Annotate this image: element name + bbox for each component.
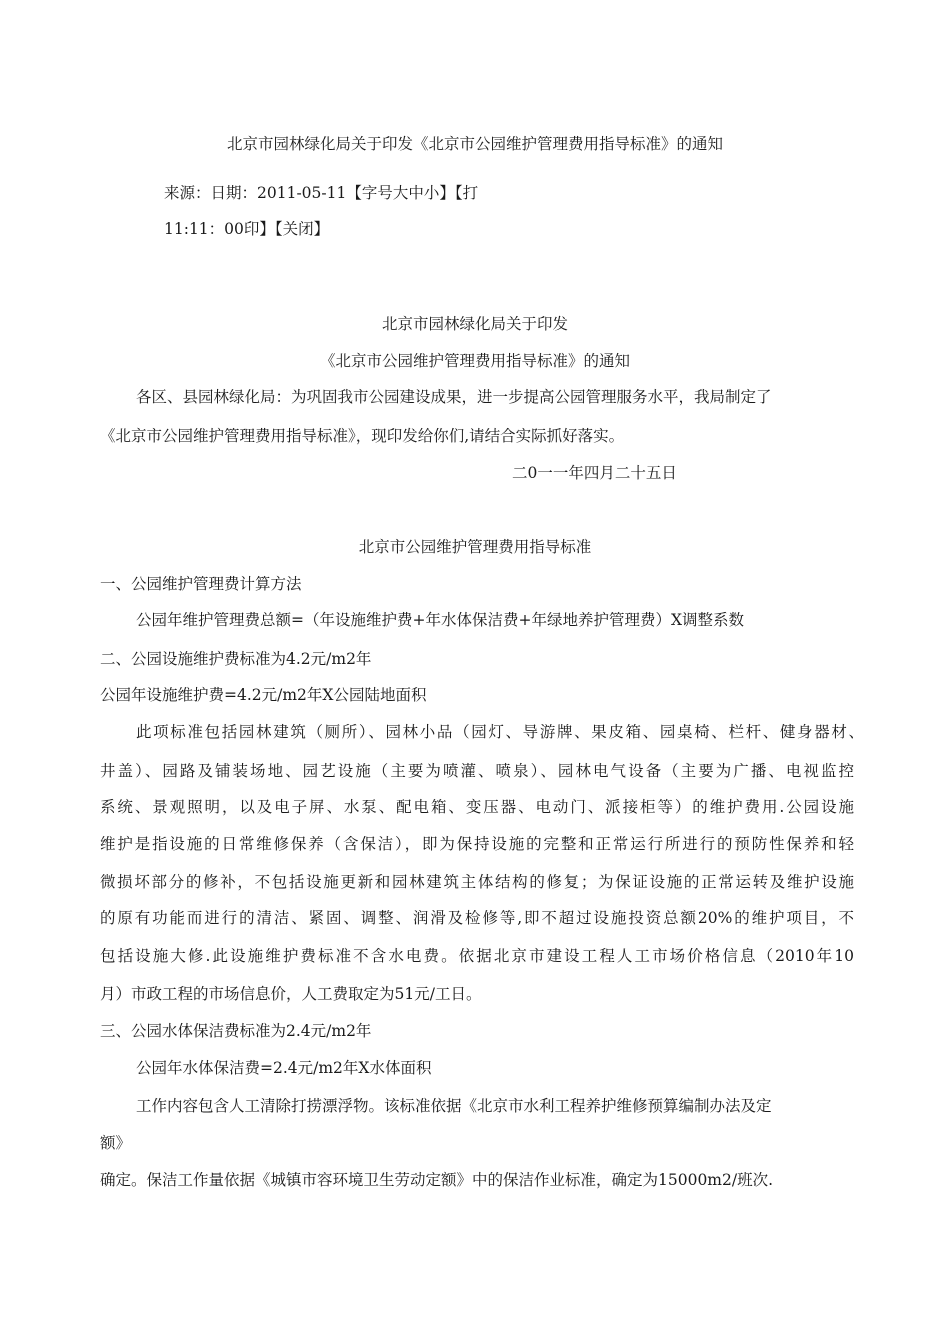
standard-title: 北京市公园维护管理费用指导标准 bbox=[358, 538, 592, 556]
meta-line-print-close: 11:11：00印】【关闭】 bbox=[164, 220, 330, 238]
notice-title-line1: 北京市园林绿化局关于印发 bbox=[381, 315, 568, 333]
section3-para-line: 确定。保洁工作量依据《城镇市容环境卫生劳动定额》中的保洁作业标准，确定为15000m2/班次. bbox=[100, 1171, 774, 1189]
section2-para-line: 包括设施大修.此设施维护费标准不含水电费。依据北京市建设工程人工市场价格信息（2010年10 bbox=[100, 947, 854, 965]
section3-heading: 三、公园水体保洁费标准为2.4元/m2年 bbox=[100, 1022, 372, 1040]
notice-body-line2: 《北京市公园维护管理费用指导标准》，现印发给你们,请结合实际抓好落实。 bbox=[100, 427, 625, 445]
meta-line-source-date: 来源：日期：2011-05-11【字号大中小】【打 bbox=[164, 184, 479, 202]
section1-formula: 公园年维护管理费总额=（年设施维护费+年水体保洁费+年绿地养护管理费）X调整系数 bbox=[136, 611, 744, 629]
section2-para-line: 系统、景观照明，以及电子屏、水泵、配电箱、变压器、电动门、派接柜等）的维护费用.公园设施 bbox=[100, 798, 854, 816]
page-title: 北京市园林绿化局关于印发《北京市公园维护管理费用指导标准》的通知 bbox=[226, 135, 723, 153]
section2-para-line: 维护是指设施的日常维修保养（含保洁），即为保持设施的完整和正常运行所进行的预防性保养和轻 bbox=[100, 835, 854, 853]
section3-para-line: 额》 bbox=[100, 1134, 132, 1152]
notice-date: 二0一一年四月二十五日 bbox=[512, 464, 677, 482]
section2-heading: 二、公园设施维护费标准为4.2元/m2年 bbox=[100, 650, 372, 668]
section2-para-line: 此项标准包括园林建筑（厕所）、园林小品（园灯、导游牌、果皮箱、园桌椅、栏杆、健身器材、 bbox=[136, 723, 864, 741]
section2-para-line: 微损坏部分的修补，不包括设施更新和园林建筑主体结构的修复；为保证设施的正常运转及维护设施 bbox=[100, 873, 854, 891]
section2-para-line: 井盖）、园路及铺装场地、园艺设施（主要为喷灌、喷泉）、园林电气设备（主要为广播、电视监控 bbox=[100, 762, 854, 780]
section2-formula: 公园年设施维护费=4.2元/m2年X公园陆地面积 bbox=[100, 686, 427, 704]
section1-heading: 一、公园维护管理费计算方法 bbox=[100, 575, 302, 593]
section3-para-line: 工作内容包含人工清除打捞漂浮物。该标准依据《北京市水利工程养护维修预算编制办法及定 bbox=[136, 1097, 772, 1115]
notice-title-line2: 《北京市公园维护管理费用指导标准》的通知 bbox=[319, 352, 630, 370]
notice-body-line1: 各区、县园林绿化局：为巩固我市公园建设成果，进一步提高公园管理服务水平，我局制定了 bbox=[136, 388, 772, 406]
section3-formula: 公园年水体保洁费=2.4元/m2年X水体面积 bbox=[136, 1059, 432, 1077]
section2-para-line: 的原有功能而进行的清洁、紧固、调整、润滑及检修等,即不超过设施投资总额20%的维护项目，不 bbox=[100, 909, 854, 927]
section2-para-line: 月）市政工程的市场信息价，人工费取定为51元/工日。 bbox=[100, 985, 482, 1003]
